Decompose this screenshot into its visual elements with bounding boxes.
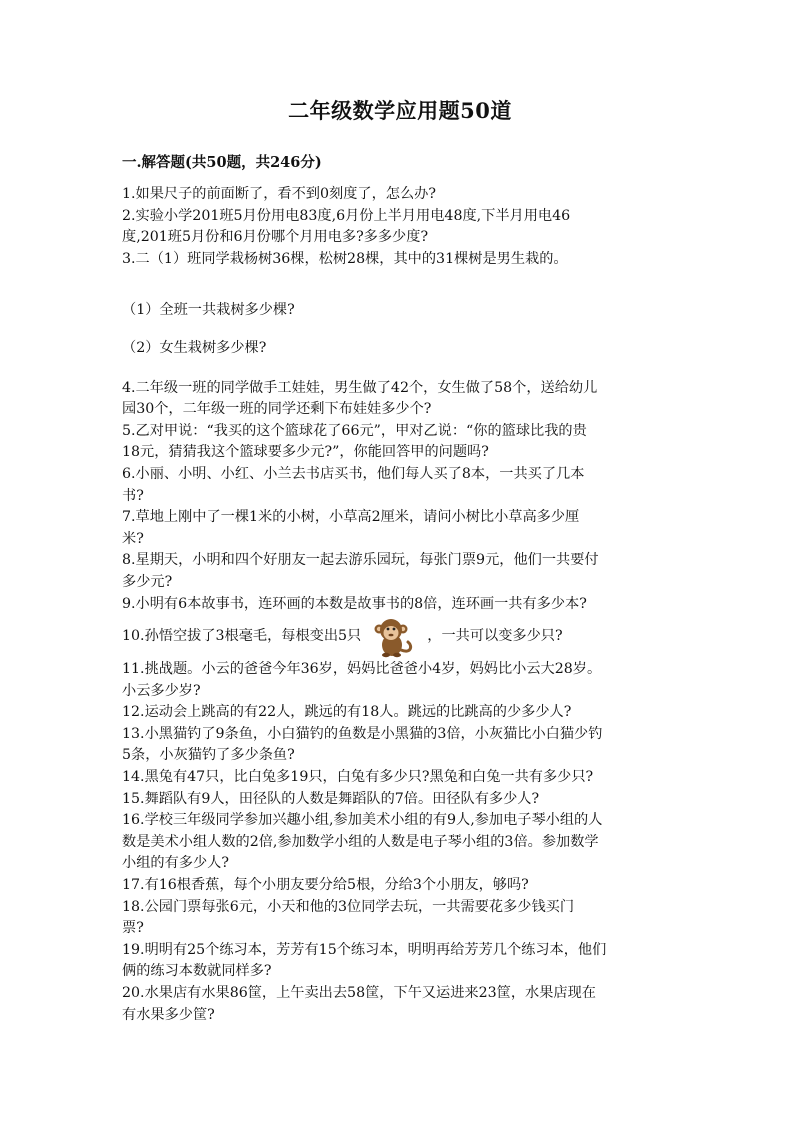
question-1: 1.如果尺子的前面断了，看不到0刻度了，怎么办?	[122, 186, 436, 202]
question-16-line-3: 小组的有多少人?	[122, 855, 229, 872]
question-13	[122, 724, 678, 767]
question-20	[122, 983, 678, 1026]
question-11	[122, 659, 678, 702]
question-5-line-1: 5.乙对甲说：“我买的这个篮球花了66元”，甲对乙说：“你的篮球比我的贵	[122, 422, 587, 439]
question-6-line-2: 书?	[122, 487, 144, 504]
question-19-line-2: 俩的练习本数就同样多?	[122, 963, 272, 980]
document-title: 二年级数学应用题50道	[288, 98, 512, 123]
section-heading: 一.解答题(共50题，共246分)	[122, 154, 322, 171]
question-12: 12.运动会上跳高的有22人，跳远的有18人。跳远的比跳高的少多少人?	[122, 704, 572, 721]
question-16-line-2: 数是美术小组人数的2倍,参加数学小组的人数是电子琴小组的3倍。参加数学	[122, 833, 599, 850]
question-20-line-1: 20.水果店有水果86筐，上午卖出去58筐，下午又运进来23筐，水果店现在	[122, 985, 596, 1001]
question-8	[122, 550, 678, 593]
question-3-part-1: （1）全班一共栽树多少棵?	[122, 302, 295, 319]
question-7-line-2: 米?	[122, 530, 144, 547]
question-15: 15.舞蹈队有9人，田径队的人数是舞蹈队的7倍。田径队有多少人?	[122, 790, 540, 807]
question-3: 3.二（1）班同学栽杨树36棵，松树28棵，其中的31棵树是男生栽的。	[122, 250, 568, 267]
question-18-line-2: 票?	[122, 920, 144, 937]
question-10	[122, 615, 678, 659]
question-4-line-2: 园30个，二年级一班的同学还剩下布娃娃多少个?	[122, 401, 432, 418]
question-19	[122, 940, 678, 983]
question-10-text-before: 10.孙悟空拔了3根毫毛，每根变出5只	[122, 628, 362, 645]
question-6	[122, 464, 678, 507]
question-4-line-1: 4.二年级一班的同学做手工娃娃，男生做了42个，女生做了58个，送给幼儿	[122, 379, 598, 396]
question-6-line-1: 6.小丽、小明、小红、小兰去书店买书，他们每人买了8本，一共买了几本	[122, 465, 585, 482]
question-14: 14.黑兔有47只，比白兔多19只，白兔有多少只?黑兔和白兔一共有多少只?	[122, 769, 594, 786]
question-18	[122, 897, 678, 940]
question-13-line-2: 5条，小灰猫钓了多少条鱼?	[122, 747, 295, 764]
question-3-part-2: （2）女生栽树多少棵?	[122, 339, 267, 356]
question-5	[122, 421, 678, 464]
question-17: 17.有16根香蕉，每个小朋友要分给5根，分给3个小朋友，够吗?	[122, 877, 529, 894]
question-5-line-2: 18元，猜猜我这个篮球要多少元?”，你能回答甲的问题吗?	[122, 444, 489, 461]
question-list	[122, 184, 678, 1026]
question-16-line-1: 16.学校三年级同学参加兴趣小组,参加美术小组的有9人,参加电子琴小组的人	[122, 812, 603, 829]
question-10-text-after: ，一共可以变多少只?	[427, 628, 563, 645]
question-16	[122, 810, 678, 875]
question-7-line-1: 7.草地上刚中了一棵1米的小树，小草高2厘米，请问小树比小草高多少厘	[122, 509, 580, 526]
question-18-line-1: 18.公园门票每张6元，小天和他的3位同学去玩，一共需要花多少钱买门	[122, 898, 575, 915]
question-19-line-1: 19.明明有25个练习本，芳芳有15个练习本，明明再给芳芳几个练习本，他们	[122, 941, 607, 958]
question-4	[122, 378, 678, 421]
question-11-line-2: 小云多少岁?	[122, 682, 201, 699]
question-9: 9.小明有6本故事书，连环画的本数是故事书的8倍，连环画一共有多少本?	[122, 595, 587, 612]
monkey-icon	[371, 616, 415, 658]
question-11-line-1: 11.挑战题。小云的爸爸今年36岁，妈妈比爸爸小4岁，妈妈比小云大28岁。	[122, 661, 602, 678]
question-8-line-2: 多少元?	[122, 573, 173, 590]
question-20-line-2: 有水果多少筐?	[122, 1006, 215, 1023]
question-13-line-1: 13.小黑猫钓了9条鱼，小白猫钓的鱼数是小黑猫的3倍，小灰猫比小白猫少钓	[122, 725, 603, 742]
question-2-line-2: 度,201班5月份和6月份哪个月用电多?多多少度?	[122, 229, 429, 246]
question-8-line-1: 8.星期天，小明和四个好朋友一起去游乐园玩，每张门票9元，他们一共要付	[122, 552, 599, 569]
question-2-line-1: 2.实验小学201班5月份用电83度,6月份上半月用电48度,下半月用电46	[122, 207, 571, 224]
question-2	[122, 206, 678, 249]
question-7	[122, 507, 678, 550]
